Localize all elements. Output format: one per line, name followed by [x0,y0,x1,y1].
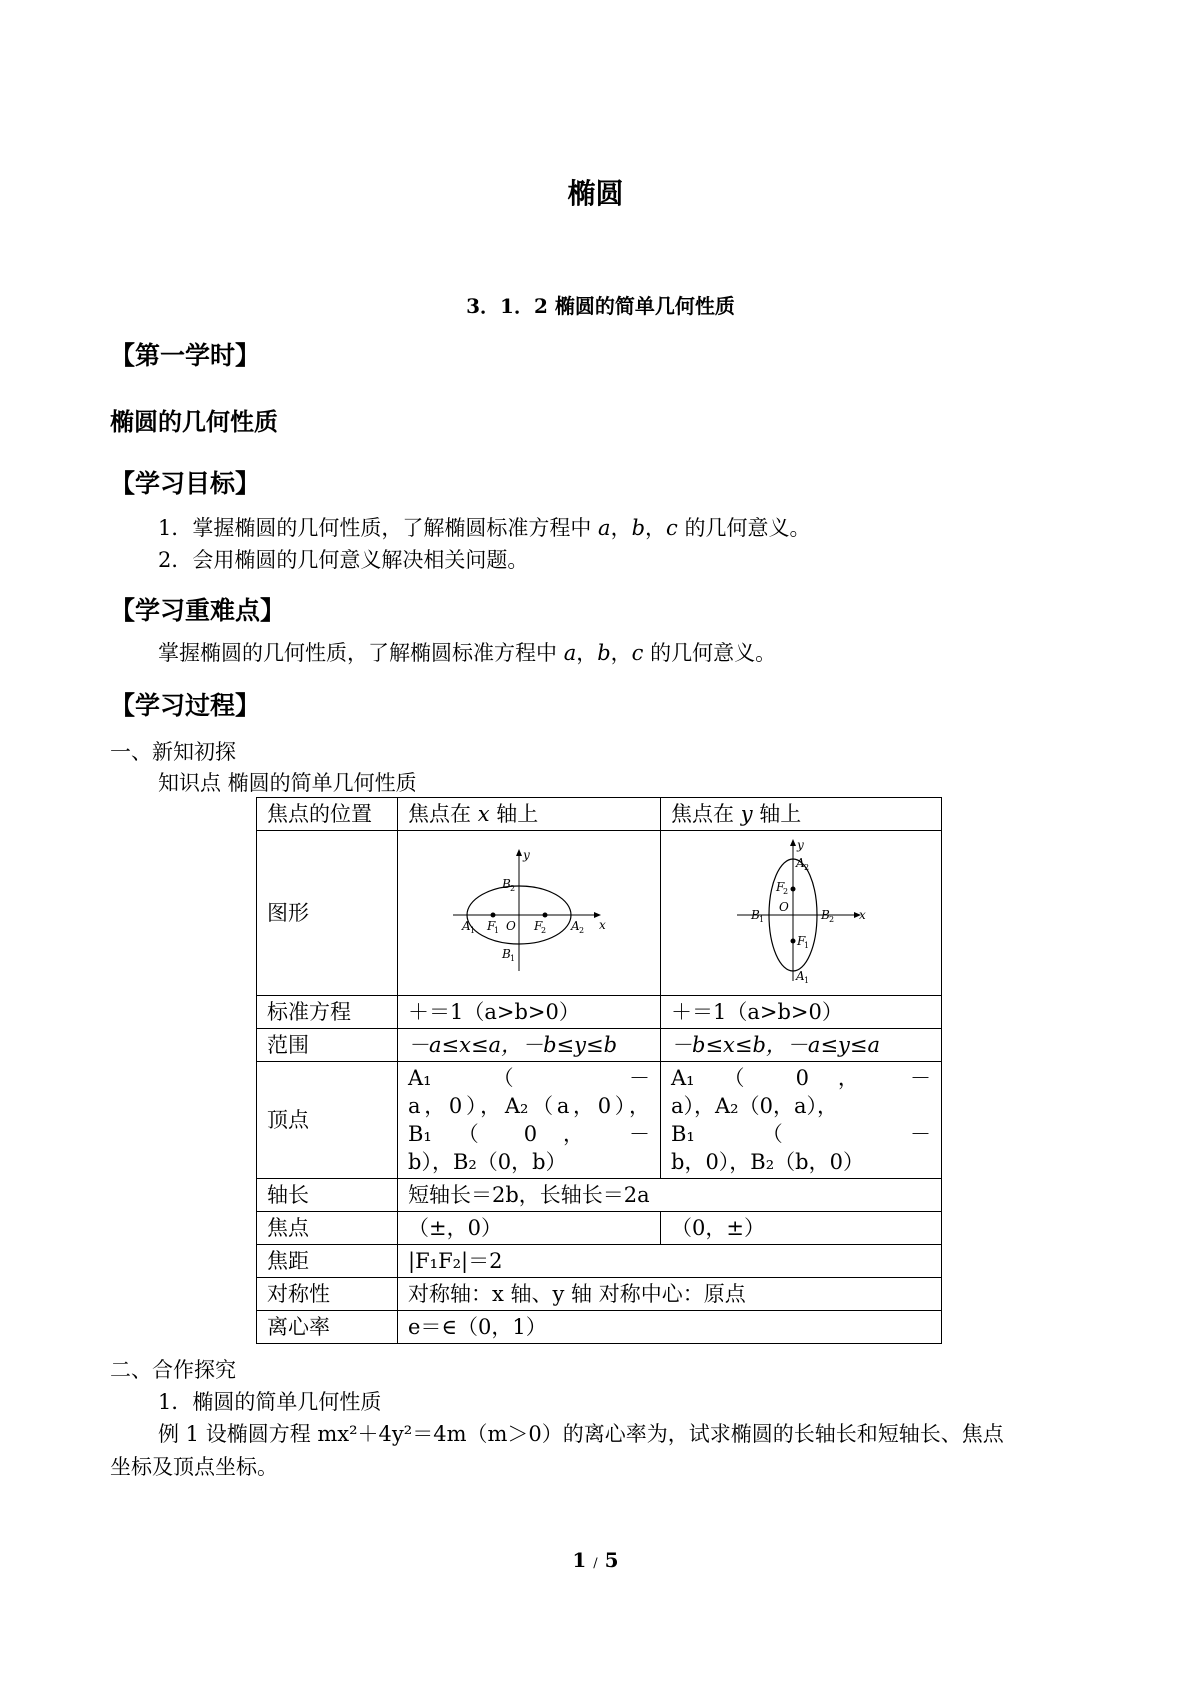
svg-text:1: 1 [804,940,810,950]
table-cell: 图形 [257,831,398,996]
svg-text:A: A [571,918,580,933]
table-cell: 范围 [257,1029,398,1062]
table-row [257,798,942,831]
svg-text:A: A [796,855,805,870]
svg-text:y: y [523,847,530,862]
goal-item-2: 2．会用椭圆的几何意义解决相关问题。 [158,548,529,572]
svg-text:1: 1 [510,953,516,963]
table-cell: （0，±） [661,1212,942,1245]
svg-text:1: 1 [470,925,476,935]
table-row [257,1278,942,1311]
svg-text:O: O [506,918,516,933]
table-cell: ＋＝1（a>b>0） [398,996,661,1029]
svg-text:B: B [502,946,511,961]
table-cell: 焦点的位置 [257,798,398,831]
svg-text:F: F [776,879,785,894]
svg-text:x: x [599,917,606,932]
svg-text:B: B [502,876,511,891]
topic-heading: 椭圆的几何性质 [110,407,278,436]
table-cell: 焦点 [257,1212,398,1245]
section-subtitle: 3．1．2 椭圆的简单几何性质 [466,294,735,318]
svg-text:F: F [534,918,543,933]
svg-text:1: 1 [759,914,765,924]
table-cell: 对称轴：x 轴、y 轴 对称中心：原点 [398,1278,942,1311]
table-cell: －b≤x≤b，－a≤y≤a [661,1029,942,1062]
knowledge-point-label: 知识点 椭圆的简单几何性质 [158,771,417,795]
table-cell: 对称性 [257,1278,398,1311]
table-cell: A₁ （ 0 ， － a），A₂（0，a）， B₁ （ － b，0），B₂（b，0） [661,1062,942,1179]
example-1-line-2: 坐标及顶点坐标。 [110,1455,278,1479]
part-1-heading: 一、新知初探 [110,740,236,764]
table-row [257,996,942,1029]
table-row [257,1179,942,1212]
table-cell: 轴长 [257,1179,398,1212]
process-heading: 【学习过程】 [110,691,261,720]
svg-text:1: 1 [804,975,810,985]
table-row [257,1062,942,1179]
table-cell: e＝∈（0，1） [398,1311,942,1344]
table-cell [661,831,942,996]
table-cell: 顶点 [257,1062,398,1179]
svg-text:B: B [751,907,760,922]
key-point: 掌握椭圆的几何性质，了解椭圆标准方程中 a，b，c 的几何意义。 [158,641,777,665]
svg-text:2: 2 [579,925,585,935]
svg-text:y: y [797,837,804,852]
goal-item-1: 1．掌握椭圆的几何性质，了解椭圆标准方程中 a，b，c 的几何意义。 [158,516,811,540]
ellipse-y-axis-figure [731,835,871,985]
table-cell: ＋＝1（a>b>0） [661,996,942,1029]
table-cell: （±，0） [398,1212,661,1245]
table-cell: 焦点在 y 轴上 [661,798,942,831]
svg-text:B: B [821,907,830,922]
table-cell [398,831,661,996]
page-number: 1 / 5 [572,1548,619,1572]
page-title: 椭圆 [567,177,624,210]
table-cell: 离心率 [257,1311,398,1344]
example-1-line-1: 例 1 设椭圆方程 mx²＋4y²＝4m（m＞0）的离心率为，试求椭圆的长轴长和短轴长、焦点 [158,1422,1004,1446]
ellipse-properties-table [256,797,942,1344]
table-cell: A₁ （ － a，0），A₂（a，0）， B₁ （ 0 ， － b），B₂（0，b） [398,1062,661,1179]
svg-text:A: A [796,968,805,983]
lesson-heading: 【第一学时】 [110,341,261,370]
table-row [257,1311,942,1344]
table-row [257,1212,942,1245]
svg-text:x: x [859,907,866,922]
svg-text:F: F [487,918,496,933]
svg-text:2: 2 [783,886,789,896]
svg-text:O: O [779,899,789,914]
svg-text:2: 2 [804,862,810,872]
key-heading: 【学习重难点】 [110,596,286,625]
goals-heading: 【学习目标】 [110,469,261,498]
table-cell: |F₁F₂|＝2 [398,1245,942,1278]
subsection-1-heading: 1．椭圆的简单几何性质 [158,1390,382,1414]
ellipse-x-axis-figure [449,845,609,975]
table-row [257,1029,942,1062]
svg-text:F: F [797,933,806,948]
svg-text:2: 2 [541,925,547,935]
table-cell: －a≤x≤a，－b≤y≤b [398,1029,661,1062]
table-cell: 标准方程 [257,996,398,1029]
svg-text:1: 1 [494,925,500,935]
table-row [257,831,942,996]
svg-text:2: 2 [829,914,835,924]
svg-text:A: A [462,918,471,933]
svg-text:2: 2 [510,883,516,893]
table-row [257,1245,942,1278]
table-cell: 焦点在 x 轴上 [398,798,661,831]
table-cell: 焦距 [257,1245,398,1278]
table-cell: 短轴长＝2b，长轴长＝2a [398,1179,942,1212]
part-2-heading: 二、合作探究 [110,1358,236,1382]
